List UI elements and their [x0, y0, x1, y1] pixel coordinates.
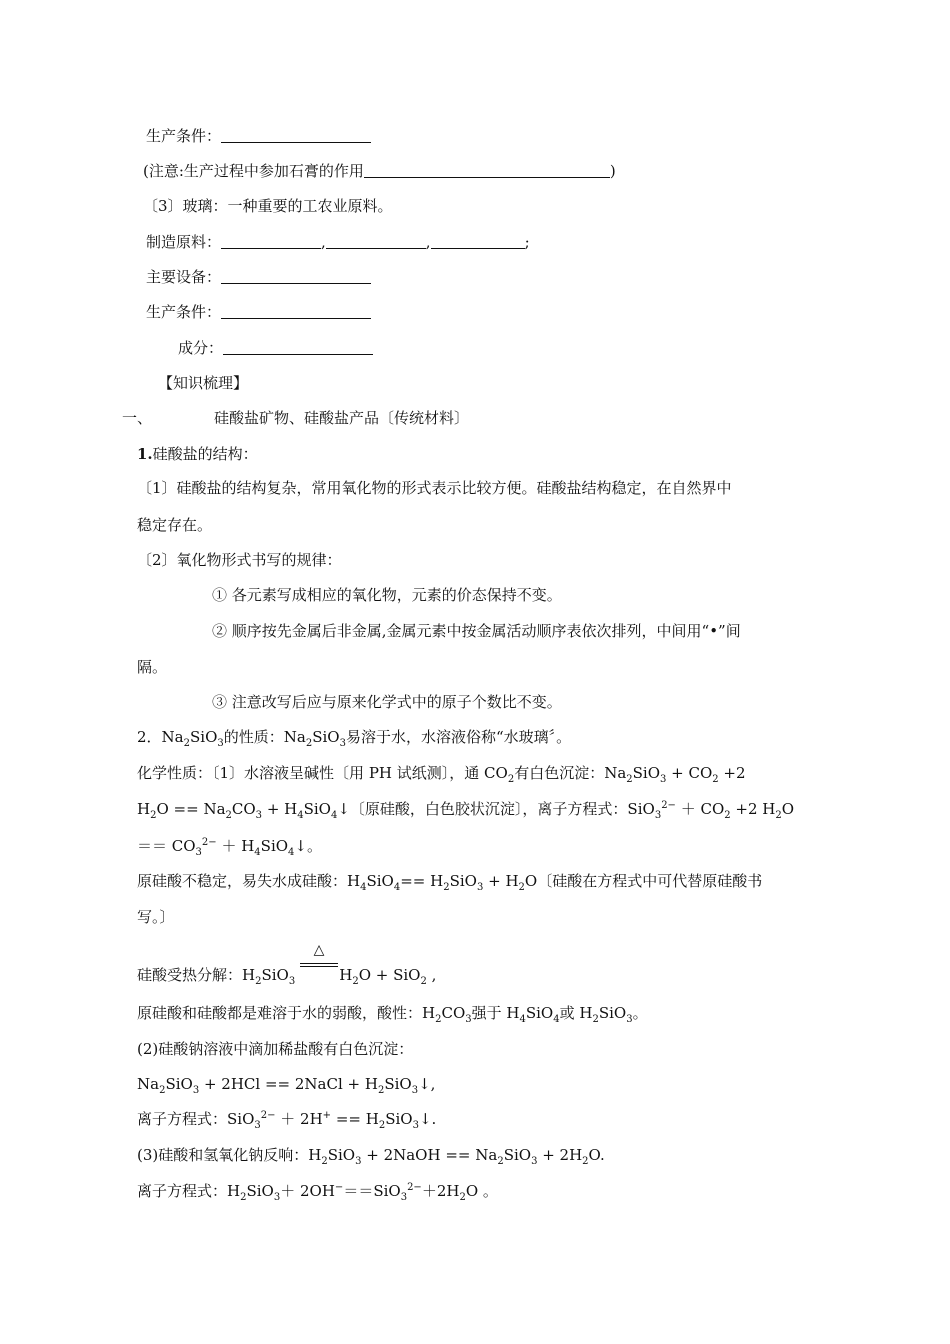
- heat-bar-top: [300, 963, 338, 964]
- heat-bar-bottom: [300, 966, 338, 967]
- glass-condition-blank[interactable]: [221, 303, 371, 319]
- decomposition-line: 硅酸受热分解：$H_2SiO_3$ $H_2O + SiO_2$ ,: [137, 966, 437, 987]
- composition-blank[interactable]: [223, 339, 373, 355]
- gypsum-note-blank[interactable]: [364, 162, 610, 178]
- glass-equipment-line: [146, 267, 371, 287]
- naoh-reaction-line: (3)硅酸和氢氧化钠反响：$H_2SiO_3$ + 2NaOH == $Na_2SiO_3 + 2H_2O$.: [137, 1146, 605, 1167]
- hcl-reaction-title: (2)硅酸钠溶液中滴加稀盐酸有白色沉淀：: [137, 1040, 414, 1058]
- glass-condition-line: [146, 302, 371, 322]
- sodium-silicate-title: 2．$Na_2SiO_3$的性质：$Na_2SiO_3$易溶于水，水溶液俗称“水玻璃〞。: [137, 728, 572, 749]
- production-condition-blank[interactable]: [221, 127, 371, 143]
- hcl-ionic-equation: 离子方程式：$SiO_3^{2-} + 2H^+ == H_2SiO_3↓$.: [137, 1110, 437, 1131]
- orthosilicic-line2: 写。〕: [137, 908, 175, 926]
- section-title: 硅酸盐矿物、硅酸盐产品〔传统材料〕: [214, 409, 470, 427]
- material-blank-2[interactable]: [326, 233, 426, 249]
- material-blank-1[interactable]: [221, 233, 321, 249]
- glass-materials-line: 制造原料： , , ;: [146, 233, 530, 251]
- section-one-heading: [122, 408, 469, 428]
- glass-equipment-label: 主要设备：: [146, 268, 222, 286]
- heat-triangle-icon: △: [313, 942, 325, 958]
- glass-heading: 〔3〕玻璃：一种重要的工农业原料。: [143, 197, 393, 215]
- production-condition-line: [146, 126, 371, 146]
- orthosilicic-line1: 原硅酸不稳定，易失水成硅酸：$H_4SiO_4== H_2SiO_3 + H_2O$〔硅酸在方程式中可代替原硅酸书: [137, 872, 763, 893]
- structure-p1-line1: 〔1〕硅酸盐的结构复杂，常用氧化物的形式表示比较方便。硅酸盐结构稳定，在自然界中: [137, 479, 732, 497]
- hcl-equation: $Na_2SiO_3 + 2HCl$ == 2NaCl + $H_2SiO_3↓$,: [137, 1075, 436, 1096]
- knowledge-review-title: 【知识梳理】: [158, 374, 249, 392]
- structure-p2: 〔2〕氧化物形式书写的规律：: [137, 551, 342, 569]
- glass-composition-line: [178, 338, 373, 358]
- rule-2-line2: 隔。: [137, 658, 168, 676]
- chem-property-line1: 化学性质：〔1〕水溶液呈碱性〔用 PH 试纸测〕，通 $CO_2$有白色沉淀：$Na_2SiO_3 + CO_2 +2$: [137, 764, 746, 785]
- structure-heading: 1.硅酸盐的结构：: [137, 445, 258, 463]
- heat-condition-mark: [298, 942, 340, 972]
- production-condition-label: 生产条件：: [146, 127, 222, 145]
- material-blank-3[interactable]: [431, 233, 525, 249]
- glass-condition-label: 生产条件：: [146, 303, 222, 321]
- equipment-blank[interactable]: [221, 268, 371, 284]
- rule-1: ① 各元素写成相应的氧化物，元素的价态保持不变。: [212, 586, 562, 604]
- structure-p1-line2: 稳定存在。: [137, 516, 213, 534]
- naoh-ionic-equation: 离子方程式：$H_2SiO_3+ 2OH^-==SiO_3^{2-}+2H_2O$ 。: [137, 1182, 498, 1203]
- glass-composition-label: 成分：: [178, 339, 224, 357]
- glass-materials-label: 制造原料：: [146, 233, 222, 251]
- acidity-line: 原硅酸和硅酸都是难溶于水的弱酸，酸性：$H_2CO_3$强于 $H_4SiO_4$或 $H_2SiO_3$。: [137, 1004, 648, 1025]
- gypsum-note-line: (注意:生产过程中参加石膏的作用 ): [143, 162, 616, 180]
- rule-3: ③ 注意改写后应与原来化学式中的原子个数比不变。: [212, 693, 562, 711]
- gypsum-note-text: (注意:生产过程中参加石膏的作用: [143, 162, 364, 180]
- chem-property-line3: ＝＝ $CO_3^{2-}$ ＋ $H_4SiO_4↓$。: [137, 837, 322, 858]
- chem-property-line2: $H_2O == Na_2CO_3$ + $H_4SiO_4↓$〔原硅酸，白色胶状沉淀〕，离子方程式：$SiO_3^{2-} + CO_2 +2$ $H_2O$: [137, 800, 795, 821]
- section-number: 一、: [122, 409, 153, 427]
- rule-2-line1: ② 顺序按先金属后非金属,金属元素中按金属活动顺序表依次排列，中间用“•”间: [212, 622, 741, 640]
